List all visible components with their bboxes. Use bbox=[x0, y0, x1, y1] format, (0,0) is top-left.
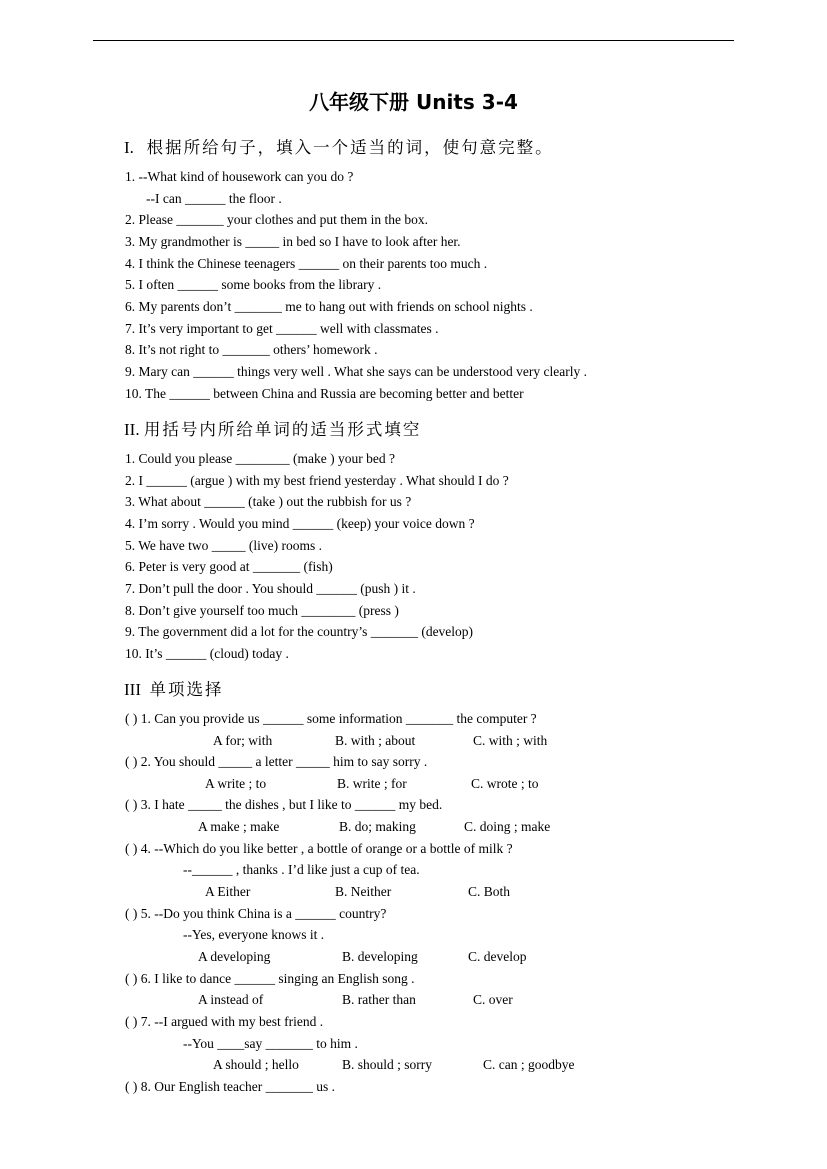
s1-item-9: 9. Mary can ______ things very well . What she says can be understood very clearly . bbox=[125, 364, 587, 379]
section-1-heading bbox=[124, 134, 554, 158]
s1-item-5: 5. I often ______ some books from the library . bbox=[125, 277, 382, 292]
section-3-number: III bbox=[124, 680, 141, 699]
s2-item-5: 5. We have two _____ (live) rooms . bbox=[125, 538, 323, 553]
s2-item-4: 4. I’m sorry . Would you mind ______ (keep) your voice down ? bbox=[125, 516, 475, 531]
q4-option-c: C. Both bbox=[468, 884, 511, 899]
q5-stem: ( ) 5. --Do you think China is a ______ country? bbox=[125, 906, 387, 921]
q2-stem: ( ) 2. You should _____ a letter _____ him to say sorry . bbox=[125, 754, 428, 769]
q5-reply: --Yes, everyone knows it . bbox=[183, 927, 325, 942]
section-3-title: 单项选择 bbox=[149, 680, 224, 699]
q7-option-c: C. can ; goodbye bbox=[483, 1057, 575, 1072]
q6-option-a: A instead of bbox=[198, 992, 264, 1007]
s2-item-3: 3. What about ______ (take ) out the rubbish for us ? bbox=[125, 494, 412, 509]
s1-item-1: 1. --What kind of housework can you do ? bbox=[125, 169, 354, 184]
s2-item-1: 1. Could you please ________ (make ) your bed ? bbox=[125, 451, 395, 466]
s1-item-3: 3. My grandmother is _____ in bed so I have to look after her. bbox=[125, 234, 461, 249]
s2-item-6: 6. Peter is very good at _______ (fish) bbox=[125, 559, 333, 574]
page-title: 八年级下册 Units 3-4 bbox=[309, 90, 518, 114]
q7-reply: --You ____say _______ to him . bbox=[183, 1036, 358, 1051]
q5-option-c: C. develop bbox=[468, 949, 527, 964]
q2-option-c: C. wrote ; to bbox=[471, 776, 539, 791]
section-1-number: I. bbox=[124, 138, 134, 157]
s2-item-9: 9. The government did a lot for the country’s _______ (develop) bbox=[125, 624, 474, 639]
s1-item-8: 8. It’s not right to _______ others’ homework . bbox=[125, 342, 378, 357]
q1-option-a: A for; with bbox=[213, 733, 273, 748]
q4-stem: ( ) 4. --Which do you like better , a bottle of orange or a bottle of milk ? bbox=[125, 841, 513, 856]
s2-item-8: 8. Don’t give yourself too much ________ (press ) bbox=[125, 603, 399, 618]
q4-reply: --______ , thanks . I’d like just a cup of tea. bbox=[183, 862, 420, 877]
q3-option-c: C. doing ; make bbox=[464, 819, 551, 834]
s2-item-7: 7. Don’t pull the door . You should ______ (push ) it . bbox=[125, 581, 416, 596]
q6-stem: ( ) 6. I like to dance ______ singing an English song . bbox=[125, 971, 415, 986]
q3-option-b: B. do; making bbox=[339, 819, 416, 834]
q7-option-b: B. should ; sorry bbox=[342, 1057, 433, 1072]
q8-stem: ( ) 8. Our English teacher _______ us . bbox=[125, 1079, 335, 1094]
section-2-title: 用括号内所给单词的适当形式填空 bbox=[143, 420, 422, 439]
q3-stem: ( ) 3. I hate _____ the dishes , but I like to ______ my bed. bbox=[125, 797, 443, 812]
s2-item-10: 10. It’s ______ (cloud) today . bbox=[125, 646, 289, 661]
header-rule bbox=[93, 40, 734, 41]
q4-option-b: B. Neither bbox=[335, 884, 392, 899]
s1-item-1-answer: --I can ______ the floor . bbox=[146, 191, 282, 206]
q1-stem: ( ) 1. Can you provide us ______ some information _______ the computer ? bbox=[125, 711, 537, 726]
s1-item-7: 7. It’s very important to get ______ well with classmates . bbox=[125, 321, 439, 336]
q2-option-b: B. write ; for bbox=[337, 776, 407, 791]
q2-option-a: A write ; to bbox=[205, 776, 267, 791]
s1-item-6: 6. My parents don’t _______ me to hang out with friends on school nights . bbox=[125, 299, 533, 314]
q4-option-a: A Either bbox=[205, 884, 251, 899]
q6-option-b: B. rather than bbox=[342, 992, 416, 1007]
s1-item-2: 2. Please _______ your clothes and put them in the box. bbox=[125, 212, 428, 227]
section-2-heading bbox=[124, 416, 421, 440]
section-2-number: II. bbox=[124, 420, 140, 439]
q7-stem: ( ) 7. --I argued with my best friend . bbox=[125, 1014, 324, 1029]
s1-item-10: 10. The ______ between China and Russia are becoming better and better bbox=[125, 386, 524, 401]
q5-option-a: A developing bbox=[198, 949, 271, 964]
q1-option-c: C. with ; with bbox=[473, 733, 548, 748]
section-3-heading bbox=[124, 676, 223, 700]
s1-item-4: 4. I think the Chinese teenagers ______ on their parents too much . bbox=[125, 256, 488, 271]
q7-option-a: A should ; hello bbox=[213, 1057, 299, 1072]
section-1-title: 根据所给句子，填入一个适当的词，使句意完整。 bbox=[146, 138, 554, 157]
q1-option-b: B. with ; about bbox=[335, 733, 416, 748]
s2-item-2: 2. I ______ (argue ) with my best friend yesterday . What should I do ? bbox=[125, 473, 509, 488]
q5-option-b: B. developing bbox=[342, 949, 418, 964]
q6-option-c: C. over bbox=[473, 992, 513, 1007]
q3-option-a: A make ; make bbox=[198, 819, 280, 834]
